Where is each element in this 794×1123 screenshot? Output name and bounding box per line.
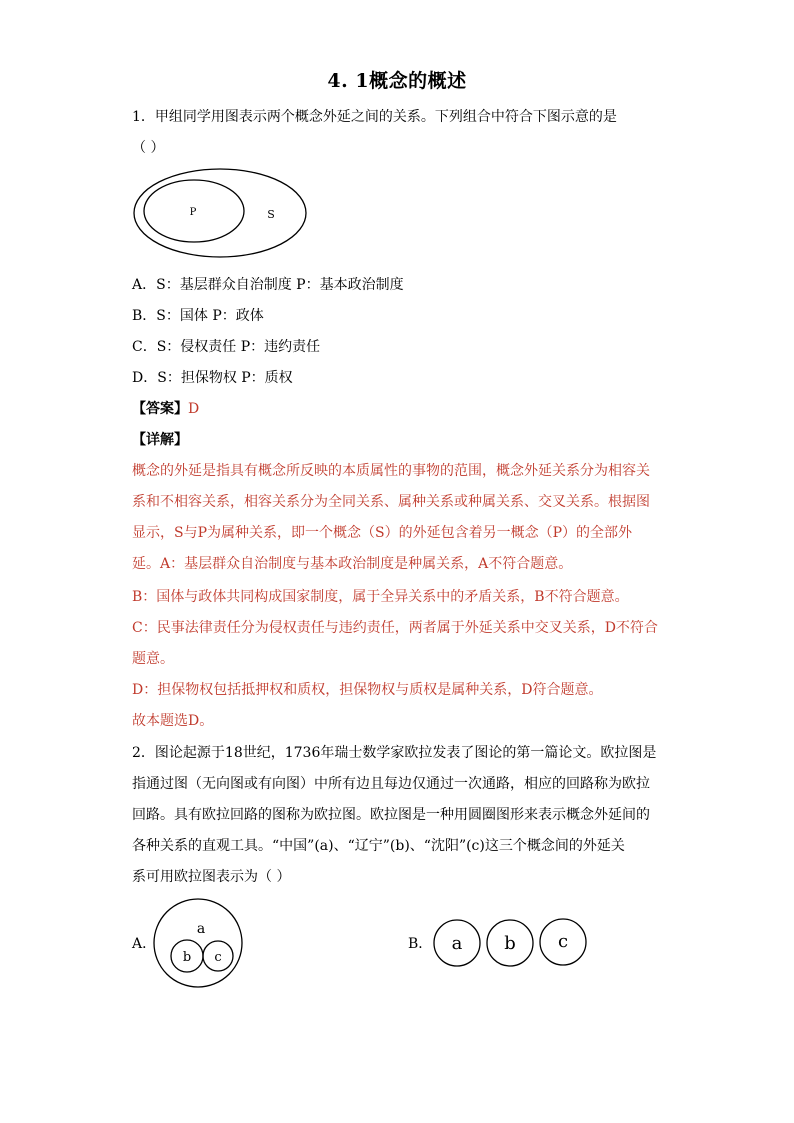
detail-line: 故本题选D。 (132, 713, 214, 729)
q2-line: 各种关系的直观工具。“中国”(a)、“辽宁”(b)、“沈阳”(c)这三个概念间的外延关 (132, 838, 625, 854)
q2-option-a-diagram (150, 898, 246, 990)
detail-tag: 【详解】 (132, 432, 188, 448)
answer-tag: 【答案】 (132, 401, 188, 417)
q1-option-d: D．S：担保物权 P：质权 (132, 370, 293, 386)
q1-option-b: B．S：国体 P：政体 (132, 308, 264, 324)
q1-answer-row (132, 399, 672, 419)
label-c: c (214, 950, 222, 965)
page-title: 4. 1概念的概述 (327, 70, 467, 92)
detail-line: 概念的外延是指具有概念所反映的本质属性的事物的范围，概念外延关系分为相容关 (132, 463, 650, 479)
label-b: b (504, 933, 516, 954)
q1-answer-paren: （ ） (132, 140, 165, 156)
detail-line: 题意。 (132, 651, 174, 667)
detail-line: D：担保物权包括抵押权和质权，担保物权与质权是属种关系，D符合题意。 (132, 682, 603, 698)
outer-ellipse-s (134, 169, 306, 257)
label-b: b (182, 950, 192, 965)
label-a: a (196, 921, 206, 937)
q2-line: 指通过图（无向图或有向图）中所有边且每边仅通过一次通路，相应的回路称为欧拉 (132, 776, 650, 792)
q2-line: 回路。具有欧拉回路的图称为欧拉图。欧拉图是一种用圆圈图形来表示概念外延间的 (132, 807, 650, 823)
detail-line: 显示，S与P为属种关系，即一个概念（S）的外延包含着另一概念（P）的全部外 (132, 525, 633, 541)
detail-line: 延。A：基层群众自治制度与基本政治制度是种属关系，A不符合题意。 (132, 556, 573, 572)
circle-a (154, 899, 242, 987)
q2-line: 2．图论起源于18世纪，1736年瑞士数学家欧拉发表了图论的第一篇论文。欧拉图是 (132, 745, 657, 761)
detail-line: 系和不相容关系，相容关系分为全同关系、属种关系或种属关系、交叉关系。根据图 (132, 494, 650, 510)
label-p: P (189, 207, 197, 218)
detail-line: B：国体与政体共同构成国家制度，属于全异关系中的矛盾关系，B不符合题意。 (132, 589, 629, 605)
label-a: a (451, 933, 463, 954)
q2-option-b-label: B． (408, 936, 433, 952)
answer-value: D (188, 401, 200, 417)
q1-stem: 1．甲组同学用图表示两个概念外延之间的关系。下列组合中符合下图示意的是 (132, 109, 617, 125)
q2-option-b-diagram (430, 918, 590, 968)
detail-line: C：民事法律责任分为侵权责任与违约责任，两者属于外延关系中交叉关系，D不符合 (132, 620, 658, 636)
q1-venn-diagram (130, 166, 310, 262)
q2-option-a-label: A． (132, 936, 157, 952)
q1-option-a: A．S：基层群众自治制度 P：基本政治制度 (132, 277, 404, 293)
q2-line: 系可用欧拉图表示为（ ） (132, 869, 291, 885)
label-s: S (267, 208, 275, 221)
q1-option-c: C．S：侵权责任 P：违约责任 (132, 339, 321, 355)
label-c: c (557, 931, 569, 952)
